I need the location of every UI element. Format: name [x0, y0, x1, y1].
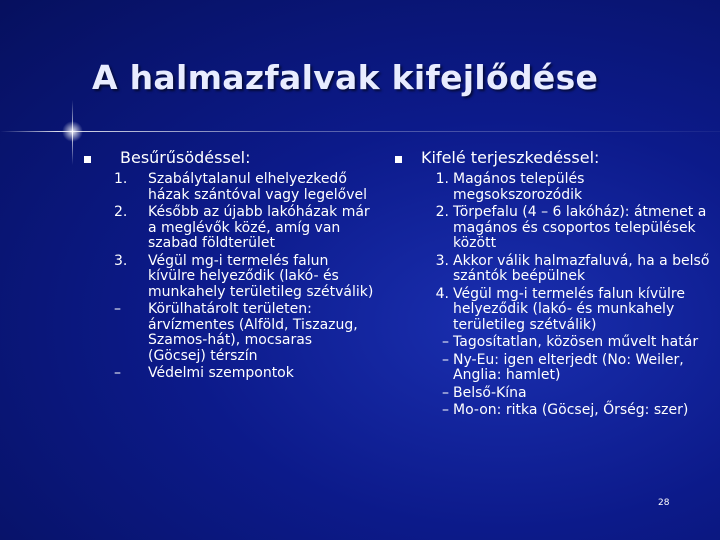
- list-item-text: Ny-Eu: igen elterjedt (No: Weiler, Anglia: hamlet): [453, 351, 684, 383]
- right-column: [395, 148, 713, 421]
- list-item-text: Törpefalu (4 – 6 lakóház): átmenet a magános és csoportos települések között: [453, 204, 707, 251]
- list-item: [395, 335, 713, 351]
- list-item-text: Tagosítatlan, közösen művelt határ: [453, 334, 699, 350]
- list-marker: 2.: [435, 204, 449, 220]
- left-list: [84, 172, 374, 382]
- list-item-text: Később az újabb lakóházak már a meglévők közé, amíg van szabad földterület: [148, 204, 370, 251]
- list-item: [395, 403, 713, 419]
- list-item: [395, 254, 713, 285]
- list-item-text: Magános település megsokszorozódik: [453, 171, 585, 203]
- list-marker: –: [442, 402, 449, 418]
- square-bullet-icon: [84, 156, 91, 163]
- left-heading: [84, 148, 374, 168]
- list-item-text: Végül mg-i termelés falun kívülre helyeződik (lakó- és munkahely területileg szétválik): [453, 285, 685, 333]
- list-item: [395, 353, 713, 384]
- list-item-text: Akkor válik halmazfaluvá, ha a belső szántók beépülnek: [453, 252, 710, 284]
- list-marker: –: [114, 365, 121, 381]
- list-item: [84, 254, 374, 301]
- list-item: [395, 172, 713, 203]
- list-marker: –: [114, 301, 121, 317]
- list-item: [395, 287, 713, 334]
- square-bullet-icon: [395, 156, 402, 163]
- right-heading-text: Kifelé terjeszkedéssel:: [421, 148, 600, 167]
- list-item: [84, 205, 374, 252]
- list-item: [84, 302, 374, 364]
- list-item: [395, 386, 713, 402]
- list-marker: 4.: [435, 285, 449, 302]
- list-item-text: Szabálytalanul elhelyezkedő házak szántóval vagy legelővel: [148, 171, 368, 203]
- list-marker: –: [442, 351, 449, 368]
- left-heading-text: Besűrűsödéssel:: [120, 148, 251, 167]
- list-marker: 1.: [435, 171, 449, 187]
- list-item-text: Mo-on: ritka (Göcsej, Őrség: szer): [453, 402, 689, 418]
- decorative-sparkle: [62, 121, 83, 142]
- list-item: [395, 205, 713, 252]
- right-list: [395, 172, 713, 419]
- list-item-text: Védelmi szempontok: [148, 365, 294, 381]
- list-item: [84, 366, 374, 382]
- decorative-horizontal-line: [0, 131, 720, 132]
- list-marker: 3.: [114, 252, 128, 269]
- list-marker: 1.: [114, 171, 128, 187]
- left-column: [84, 148, 374, 384]
- list-item-text: Végül mg-i termelés falun kívülre helyeződik (lakó- és munkahely területileg szétválik): [148, 252, 374, 300]
- list-marker: –: [442, 384, 449, 401]
- list-marker: –: [442, 334, 449, 350]
- list-item-text: Belső-Kína: [453, 384, 527, 401]
- list-marker: 3.: [435, 252, 449, 269]
- page-number: 28: [658, 498, 670, 508]
- list-marker: 2.: [114, 204, 128, 220]
- list-item: [84, 172, 374, 203]
- right-heading: [395, 148, 713, 168]
- list-item-text: Körülhatárolt területen: árvízmentes (Alföld, Tiszazug, Szamos-hát), mocsaras (Göcsej) térszín: [148, 301, 358, 364]
- slide-title: A halmazfalvak kifejlődése: [92, 58, 599, 97]
